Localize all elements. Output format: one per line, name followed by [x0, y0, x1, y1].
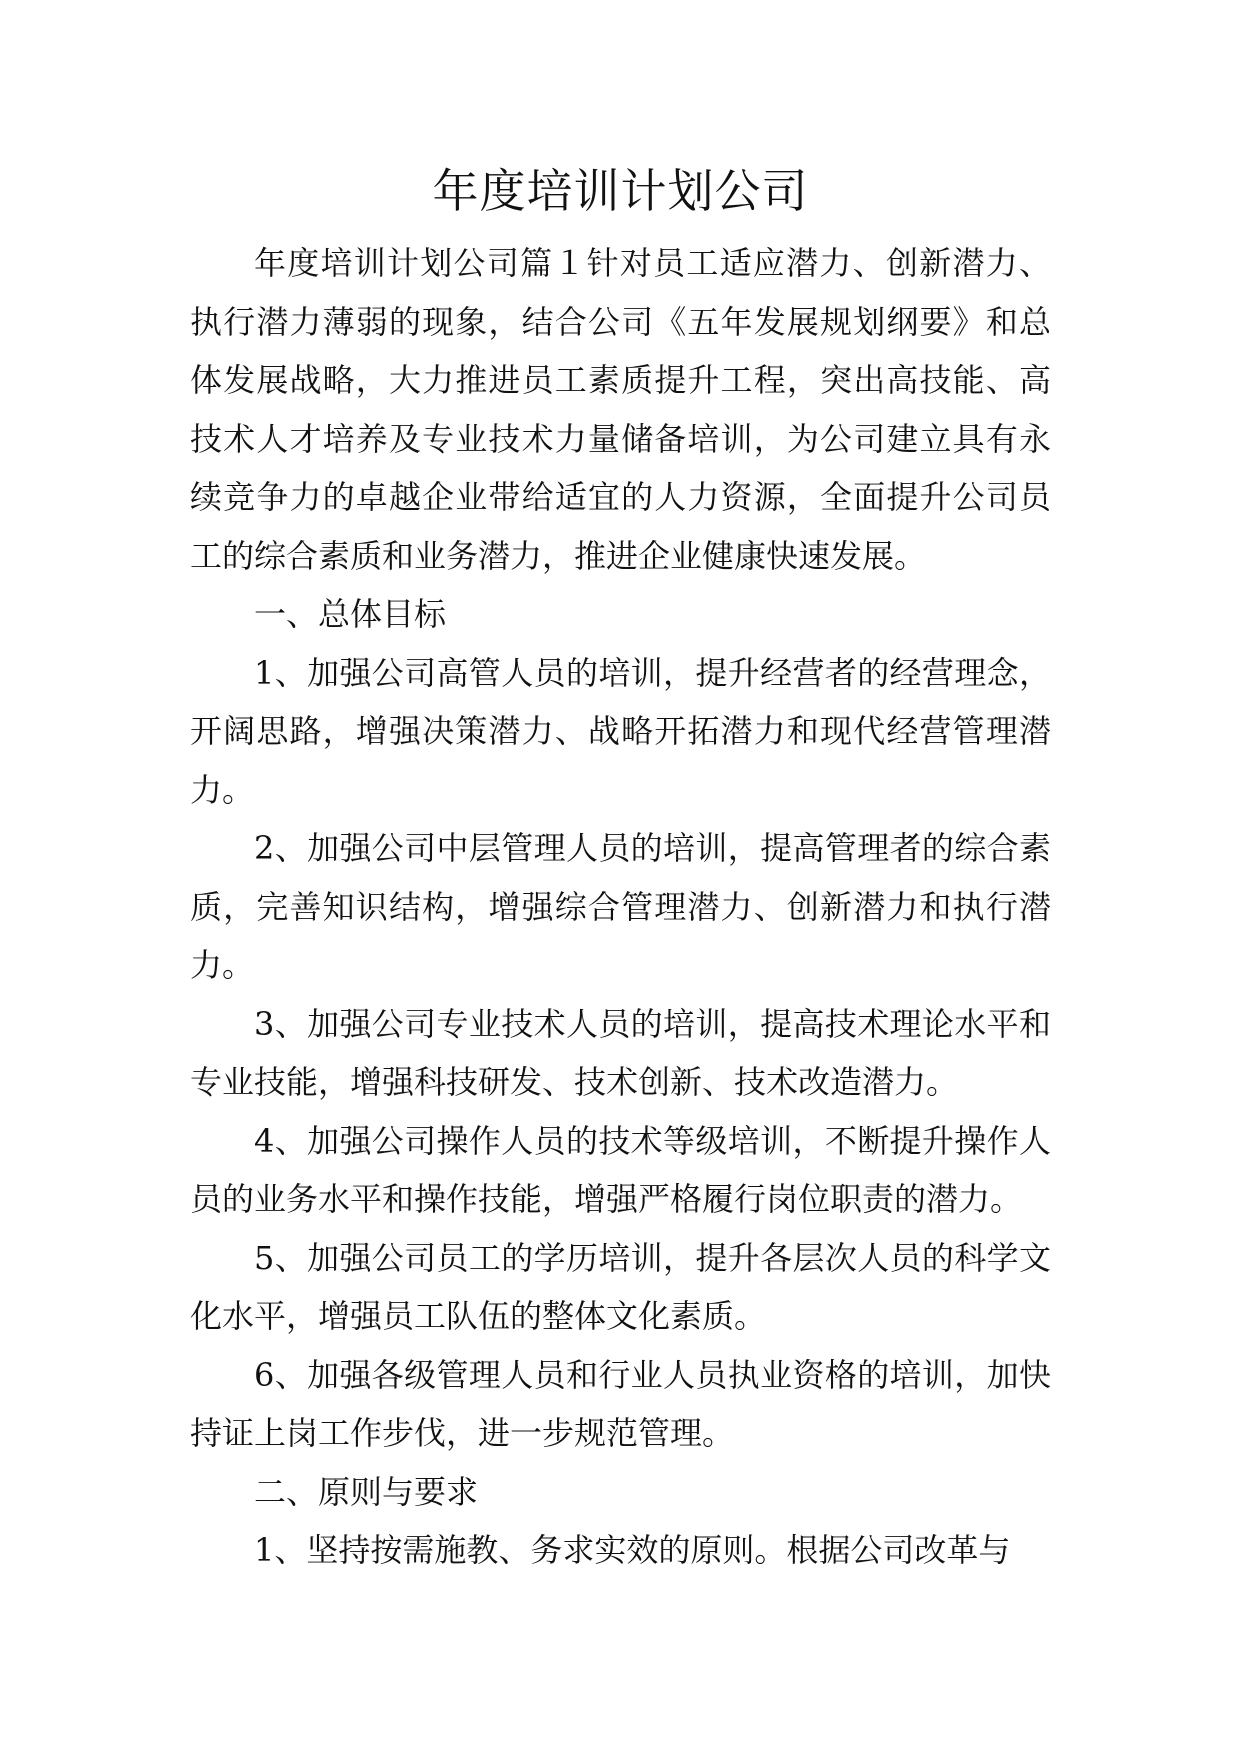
paragraph-goal-4: 4、加强公司操作人员的技术等级培训，不断提升操作人员的业务水平和操作技能，增强严格履行岗位职责的潜力。: [190, 1121, 1051, 1218]
paragraph-goal-1: 1、加强公司高管人员的培训，提升经营者的经营理念，开阔思路，增强决策潜力、战略开拓潜力和现代经营管理潜力。: [190, 653, 1051, 809]
paragraph-intro: 年度培训计划公司篇１针对员工适应潜力、创新潜力、执行潜力薄弱的现象，结合公司《五年发展规划纲要》和总体发展战略，大力推进员工素质提升工程，突出高技能、高技术人才培养及专业技术力量储备培训，为公司建立具有永续竞争力的卓越企业带给适宜的人力资源，全面提升公司员工的综合素质和业务潜力，推进企业健康快速发展。: [190, 244, 1051, 575]
document-title: 年度培训计划公司: [432, 164, 809, 218]
paragraph-goal-3: 3、加强公司专业技术人员的培训，提高技术理论水平和专业技能，增强科技研发、技术创新、技术改造潜力。: [190, 1004, 1051, 1101]
document-body: [190, 234, 1051, 1580]
paragraph-goal-6: 6、加强各级管理人员和行业人员执业资格的培训，加快持证上岗工作步伐，进一步规范管理。: [190, 1355, 1051, 1452]
paragraph-goal-5: 5、加强公司员工的学历培训，提升各层次人员的科学文化水平，增强员工队伍的整体文化素质。: [190, 1238, 1051, 1335]
section-heading-overall-goals: 一、总体目标: [254, 595, 447, 633]
paragraph-goal-2: 2、加强公司中层管理人员的培训，提高管理者的综合素质，完善知识结构，增强综合管理潜力、创新潜力和执行潜力。: [190, 829, 1051, 984]
paragraph-principle-1: 1、坚持按需施教、务求实效的原则。根据公司改革与: [254, 1531, 1011, 1569]
section-heading-principles: 二、原则与要求: [254, 1472, 479, 1511]
